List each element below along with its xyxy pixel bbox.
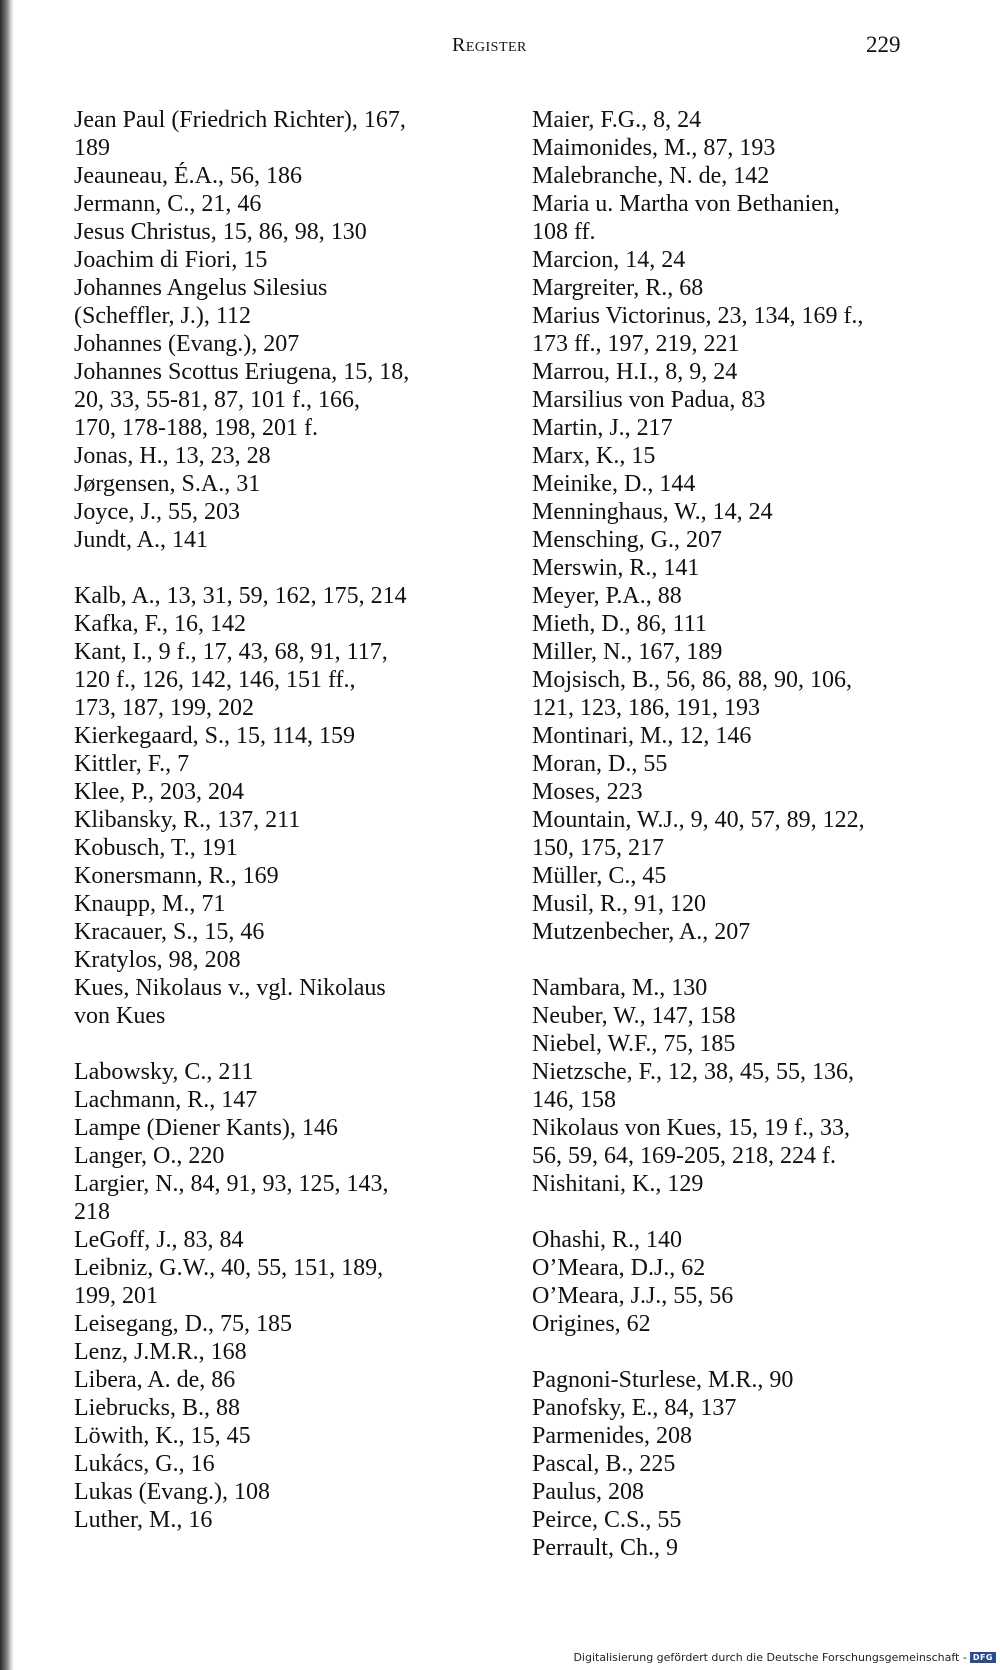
index-entry-text: Leisegang, D., 75, 185 xyxy=(74,1311,292,1337)
index-entry xyxy=(532,918,932,946)
index-entry xyxy=(74,1366,474,1394)
index-entry-text: Pagnoni-Sturlese, M.R., 90 xyxy=(532,1367,794,1393)
index-entry-text: Knaupp, M., 71 xyxy=(74,891,226,917)
index-entry-text: Jeauneau, É.A., 56, 186 xyxy=(74,163,302,189)
index-entry xyxy=(74,918,474,946)
index-entry-text: Marius Victorinus, 23, 134, 169 f., xyxy=(532,303,864,329)
letter-group-gap xyxy=(532,946,932,974)
index-entry-text: Perrault, Ch., 9 xyxy=(532,1535,678,1561)
index-entry-text: Merswin, R., 141 xyxy=(532,555,700,581)
index-entry-text: Ohashi, R., 140 xyxy=(532,1227,682,1253)
index-entry-continuation: 170, 178-188, 198, 201 f. xyxy=(74,415,318,441)
index-entry xyxy=(74,470,474,498)
index-entry xyxy=(532,134,932,162)
index-entry-text: Peirce, C.S., 55 xyxy=(532,1507,682,1533)
index-entry xyxy=(74,1450,474,1478)
index-entry xyxy=(532,1254,932,1282)
index-entry xyxy=(532,106,932,134)
index-entry xyxy=(532,554,932,582)
index-entry-continuation: 150, 175, 217 xyxy=(532,835,664,861)
index-entry xyxy=(74,1058,474,1086)
index-entry-text: Maimonides, M., 87, 193 xyxy=(532,135,776,161)
index-entry-text: Montinari, M., 12, 146 xyxy=(532,723,752,749)
index-entry xyxy=(532,1366,932,1394)
index-entry-text: Klibansky, R., 137, 211 xyxy=(74,807,301,833)
index-entry-text: Neuber, W., 147, 158 xyxy=(532,1003,736,1029)
index-entry xyxy=(74,162,474,190)
index-entry xyxy=(532,806,932,862)
index-entry-text: Kierkegaard, S., 15, 114, 159 xyxy=(74,723,356,749)
index-entry xyxy=(74,1114,474,1142)
index-entry-text: Marx, K., 15 xyxy=(532,443,656,469)
index-entry xyxy=(532,862,932,890)
index-entry-text: Meinike, D., 144 xyxy=(532,471,696,497)
index-entry-text: Jonas, H., 13, 23, 28 xyxy=(74,443,271,469)
index-entry xyxy=(74,1394,474,1422)
index-entry xyxy=(532,722,932,750)
index-entry xyxy=(74,722,474,750)
index-entry-text: Niebel, W.F., 75, 185 xyxy=(532,1031,736,1057)
index-entry-text: Maria u. Martha von Bethanien, xyxy=(532,191,840,217)
index-entry xyxy=(74,1086,474,1114)
index-entry-text: Mountain, W.J., 9, 40, 57, 89, 122, xyxy=(532,807,865,833)
index-entry xyxy=(532,666,932,722)
index-entry-text: Kant, I., 9 f., 17, 43, 68, 91, 117, xyxy=(74,639,388,665)
index-entry xyxy=(532,498,932,526)
index-entry-text: Lachmann, R., 147 xyxy=(74,1087,258,1113)
index-entry-text: Löwith, K., 15, 45 xyxy=(74,1423,251,1449)
index-entry-text: Origines, 62 xyxy=(532,1311,651,1337)
index-entry-text: Nikolaus von Kues, 15, 19 f., 33, xyxy=(532,1115,850,1141)
index-entry-continuation: 173 ff., 197, 219, 221 xyxy=(532,331,740,357)
index-entry xyxy=(532,1030,932,1058)
index-entry-text: Jundt, A., 141 xyxy=(74,527,209,553)
index-entry-continuation: (Scheffler, J.), 112 xyxy=(74,303,251,329)
index-entry xyxy=(532,1506,932,1534)
index-entry xyxy=(74,274,474,330)
index-entry-text: Moran, D., 55 xyxy=(532,751,668,777)
index-entry xyxy=(532,974,932,1002)
index-entry xyxy=(532,750,932,778)
index-entry xyxy=(532,1226,932,1254)
index-entry xyxy=(532,1114,932,1170)
index-entry-continuation: von Kues xyxy=(74,1003,166,1029)
index-entry-continuation: 199, 201 xyxy=(74,1283,158,1309)
index-entry xyxy=(532,610,932,638)
index-entry-text: Mensching, G., 207 xyxy=(532,527,722,553)
index-entry-text: Malebranche, N. de, 142 xyxy=(532,163,770,189)
index-entry xyxy=(74,358,474,442)
index-entry-text: Moses, 223 xyxy=(532,779,643,805)
index-entry-text: Mojsisch, B., 56, 86, 88, 90, 106, xyxy=(532,667,853,693)
index-entry-text: Kittler, F., 7 xyxy=(74,751,190,777)
index-entry xyxy=(74,1338,474,1366)
index-entry-text: Kalb, A., 13, 31, 59, 162, 175, 214 xyxy=(74,583,407,609)
index-entry-text: Nambara, M., 130 xyxy=(532,975,708,1001)
index-entry xyxy=(74,1170,474,1226)
letter-group-gap xyxy=(532,1338,932,1366)
index-entry xyxy=(532,358,932,386)
index-entry-text: Martin, J., 217 xyxy=(532,415,673,441)
index-entry xyxy=(74,1226,474,1254)
index-entry-text: Kratylos, 98, 208 xyxy=(74,947,241,973)
index-entry xyxy=(532,582,932,610)
index-entry-text: Luther, M., 16 xyxy=(74,1507,213,1533)
index-entry-text: Langer, O., 220 xyxy=(74,1143,225,1169)
index-entry xyxy=(532,1282,932,1310)
index-entry-text: Largier, N., 84, 91, 93, 125, 143, xyxy=(74,1171,389,1197)
index-entry xyxy=(74,1310,474,1338)
index-entry-text: Mutzenbecher, A., 207 xyxy=(532,919,751,945)
index-entry xyxy=(74,106,474,162)
dfg-logo: DFG xyxy=(970,1652,996,1663)
letter-group-gap xyxy=(74,1030,474,1058)
index-entry-text: O’Meara, J.J., 55, 56 xyxy=(532,1283,734,1309)
index-entry xyxy=(532,414,932,442)
index-entry-text: Lukács, G., 16 xyxy=(74,1451,215,1477)
index-entry-text: Klee, P., 203, 204 xyxy=(74,779,244,805)
index-entry-text: Maier, F.G., 8, 24 xyxy=(532,107,702,133)
index-entry-continuation: 189 xyxy=(74,135,110,161)
page-binding-shadow xyxy=(0,0,14,1670)
index-entry xyxy=(532,1002,932,1030)
index-entry-text: Margreiter, R., 68 xyxy=(532,275,704,301)
index-entry xyxy=(532,274,932,302)
footer-text: Digitalisierung gefördert durch die Deutsche Forschungsgemeinschaft - xyxy=(573,1651,967,1664)
index-entry xyxy=(532,162,932,190)
index-entry-text: Labowsky, C., 211 xyxy=(74,1059,254,1085)
index-entry-text: Lenz, J.M.R., 168 xyxy=(74,1339,247,1365)
index-entry xyxy=(74,778,474,806)
index-entry xyxy=(532,638,932,666)
index-entry-continuation: 146, 158 xyxy=(532,1087,616,1113)
index-entry xyxy=(532,1534,932,1562)
index-entry xyxy=(74,1506,474,1534)
index-entry xyxy=(74,1254,474,1310)
index-entry xyxy=(74,526,474,554)
index-entry-text: Nietzsche, F., 12, 38, 45, 55, 136, xyxy=(532,1059,855,1085)
index-entry xyxy=(532,302,932,358)
index-entry xyxy=(74,638,474,722)
index-entry-text: Kafka, F., 16, 142 xyxy=(74,611,247,637)
index-entry-text: Kues, Nikolaus v., vgl. Nikolaus xyxy=(74,975,386,1001)
index-entry-text: Mieth, D., 86, 111 xyxy=(532,611,707,637)
index-entry-text: Kobusch, T., 191 xyxy=(74,835,238,861)
index-entry xyxy=(74,862,474,890)
index-entry-continuation: 173, 187, 199, 202 xyxy=(74,695,254,721)
index-entry xyxy=(74,582,474,610)
index-entry xyxy=(74,750,474,778)
index-entry xyxy=(74,246,474,274)
index-entry-text: Leibniz, G.W., 40, 55, 151, 189, xyxy=(74,1255,384,1281)
index-entry-text: Libera, A. de, 86 xyxy=(74,1367,236,1393)
index-entry-text: Johannes (Evang.), 207 xyxy=(74,331,300,357)
index-entry xyxy=(532,1422,932,1450)
page-number: 229 xyxy=(866,32,901,57)
index-entry-text: Johannes Scottus Eriugena, 15, 18, xyxy=(74,359,410,385)
index-entry xyxy=(532,246,932,274)
index-entry-continuation: 218 xyxy=(74,1199,110,1225)
index-entry xyxy=(532,1478,932,1506)
index-entry-text: Jean Paul (Friedrich Richter), 167, xyxy=(74,107,406,133)
index-entry-text: Lukas (Evang.), 108 xyxy=(74,1479,270,1505)
index-entry xyxy=(532,1058,932,1114)
index-entry-text: Pascal, B., 225 xyxy=(532,1451,676,1477)
index-entry-text: Kracauer, S., 15, 46 xyxy=(74,919,265,945)
index-entry-text: Parmenides, 208 xyxy=(532,1423,692,1449)
index-entry xyxy=(74,890,474,918)
index-entry xyxy=(532,1310,932,1338)
index-entry-text: Meyer, P.A., 88 xyxy=(532,583,682,609)
index-entry-text: Jesus Christus, 15, 86, 98, 130 xyxy=(74,219,367,245)
index-entry xyxy=(74,218,474,246)
index-entry-continuation: 56, 59, 64, 169-205, 218, 224 f. xyxy=(532,1143,836,1169)
index-entry-continuation: 121, 123, 186, 191, 193 xyxy=(532,695,760,721)
index-entry-text: Miller, N., 167, 189 xyxy=(532,639,723,665)
index-entry-text: Johannes Angelus Silesius xyxy=(74,275,328,301)
index-entry xyxy=(74,1142,474,1170)
index-entry-text: Marcion, 14, 24 xyxy=(532,247,686,273)
index-entry xyxy=(74,806,474,834)
index-entry xyxy=(532,1450,932,1478)
index-entry-text: Lampe (Diener Kants), 146 xyxy=(74,1115,338,1141)
index-entry xyxy=(532,386,932,414)
index-entry-text: Marrou, H.I., 8, 9, 24 xyxy=(532,359,738,385)
index-column-right xyxy=(532,106,932,1562)
index-entry-text: O’Meara, D.J., 62 xyxy=(532,1255,706,1281)
index-entry xyxy=(532,778,932,806)
index-entry-text: LeGoff, J., 83, 84 xyxy=(74,1227,244,1253)
index-entry xyxy=(532,890,932,918)
index-entry xyxy=(74,1422,474,1450)
index-entry-text: Paulus, 208 xyxy=(532,1479,645,1505)
index-entry xyxy=(532,1170,932,1198)
letter-group-gap xyxy=(532,1198,932,1226)
index-entry xyxy=(532,526,932,554)
index-entry-text: Liebrucks, B., 88 xyxy=(74,1395,240,1421)
index-entry xyxy=(74,498,474,526)
index-entry-text: Panofsky, E., 84, 137 xyxy=(532,1395,737,1421)
index-entry-continuation: 120 f., 126, 142, 146, 151 ff., xyxy=(74,667,356,693)
index-entry xyxy=(74,1478,474,1506)
index-entry xyxy=(532,1394,932,1422)
index-column-left xyxy=(74,106,474,1534)
index-entry-text: Jørgensen, S.A., 31 xyxy=(74,471,261,497)
index-entry xyxy=(532,470,932,498)
index-entry-text: Müller, C., 45 xyxy=(532,863,667,889)
index-entry-continuation: 108 ff. xyxy=(532,219,596,245)
digitization-footer xyxy=(573,1651,996,1664)
index-entry xyxy=(74,946,474,974)
index-entry-continuation: 20, 33, 55-81, 87, 101 f., 166, xyxy=(74,387,360,413)
index-entry-text: Konersmann, R., 169 xyxy=(74,863,279,889)
index-entry-text: Jermann, C., 21, 46 xyxy=(74,191,262,217)
index-entry xyxy=(74,610,474,638)
index-entry-text: Menninghaus, W., 14, 24 xyxy=(532,499,773,525)
index-entry-text: Nishitani, K., 129 xyxy=(532,1171,704,1197)
index-entry xyxy=(74,442,474,470)
running-head: Register xyxy=(452,34,527,56)
index-entry-text: Marsilius von Padua, 83 xyxy=(532,387,766,413)
index-entry xyxy=(532,442,932,470)
index-entry xyxy=(532,190,932,246)
index-entry xyxy=(74,974,474,1030)
index-entry xyxy=(74,330,474,358)
index-entry-text: Joyce, J., 55, 203 xyxy=(74,499,240,525)
index-entry-text: Musil, R., 91, 120 xyxy=(532,891,707,917)
letter-group-gap xyxy=(74,554,474,582)
index-entry xyxy=(74,190,474,218)
index-entry-text: Joachim di Fiori, 15 xyxy=(74,247,268,273)
index-entry xyxy=(74,834,474,862)
